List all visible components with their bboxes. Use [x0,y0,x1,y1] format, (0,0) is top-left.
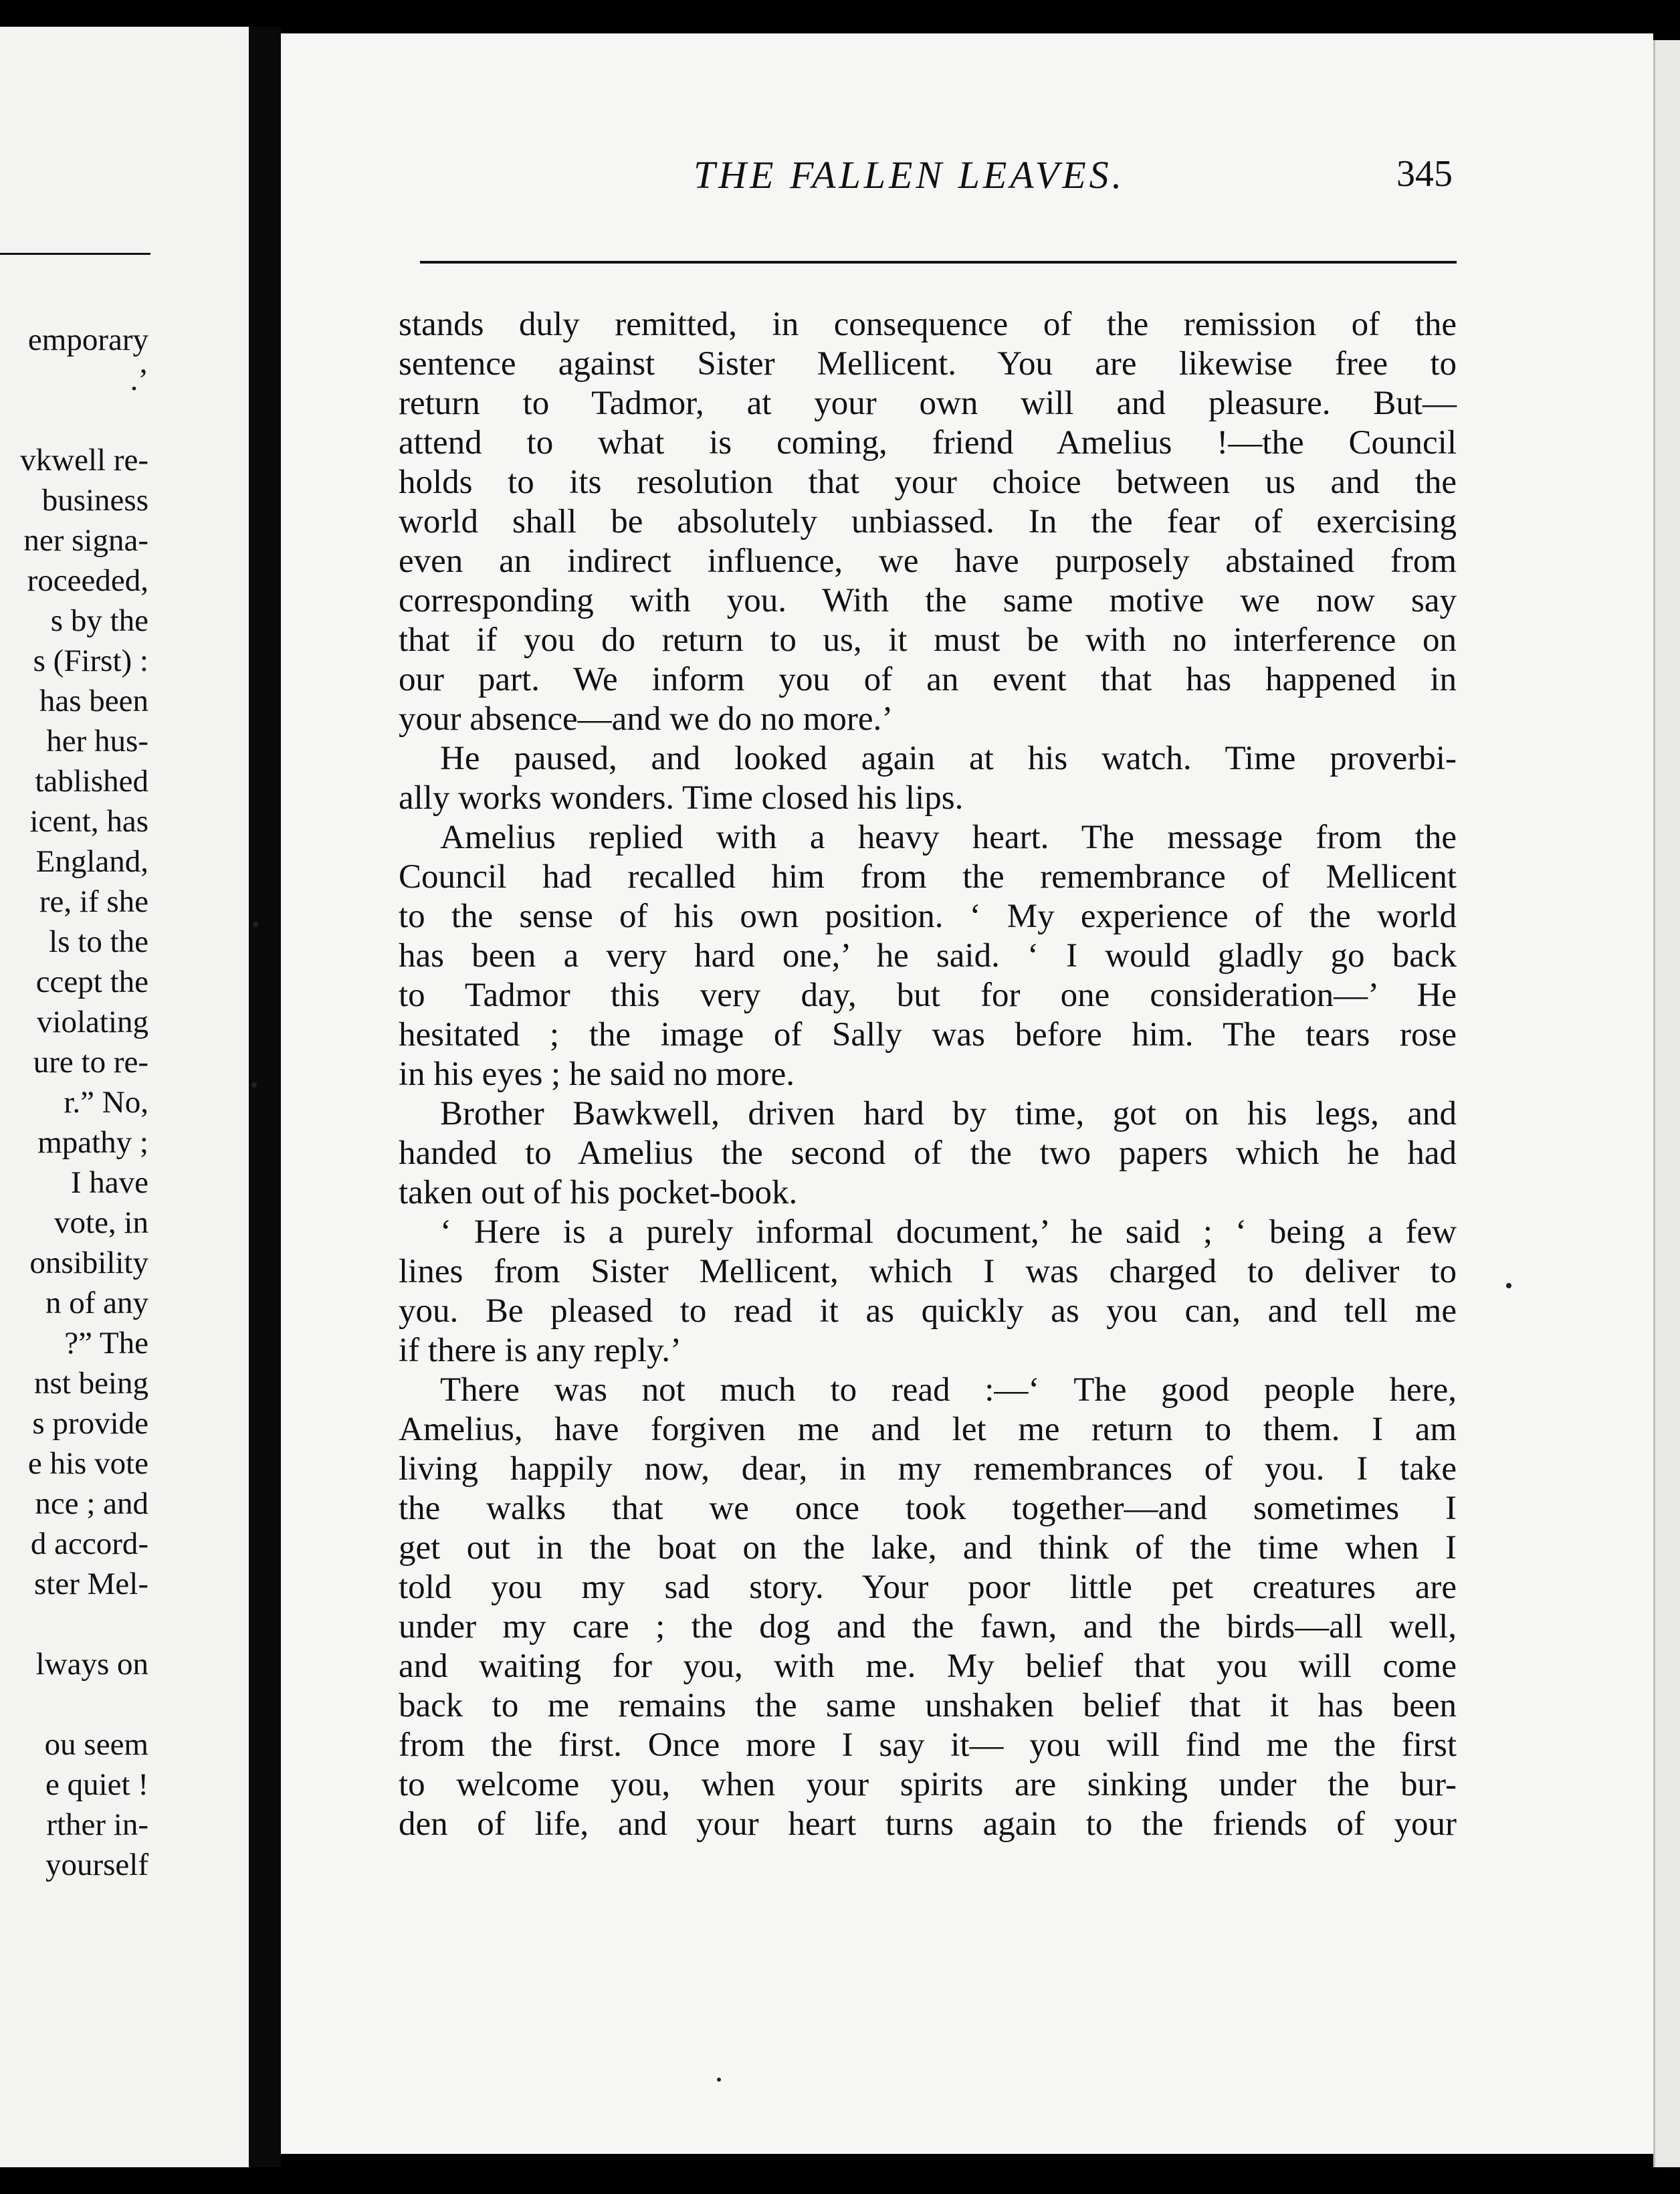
bottom-margin-strip [0,2167,1680,2194]
left-page-line: re, if she [39,884,148,919]
left-page-line: England, [35,844,148,879]
left-page-line: ?” The [64,1326,148,1361]
left-page-line: nst being [33,1366,148,1401]
text-line: handed to Amelius the second of the two papers which he had [399,1134,1457,1172]
running-title: THE FALLEN LEAVES. [694,153,1126,197]
text-line: back to me remains the same unshaken belief that it has been [399,1687,1457,1724]
text-line: to welcome you, when your spirits are sinking under the bur- [399,1766,1457,1803]
text-line: lines from Sister Mellicent, which I was charged to deliver to [399,1253,1457,1290]
left-page-line: her hus- [46,724,148,759]
left-page-line: lways on [35,1647,148,1682]
text-line: has been a very hard one,’ he said. ‘ I would gladly go back [399,937,1457,975]
text-line: ‘ Here is a purely informal document,’ he said ; ‘ being a few [440,1213,1457,1251]
left-page-line: nce ; and [35,1486,148,1521]
text-line: our part. We inform you of an event that has happened in [399,661,1457,698]
left-page-line: icent, has [29,804,148,839]
text-line: Amelius replied with a heavy heart. The message from the [440,819,1457,856]
text-line: ally works wonders. Time closed his lips. [399,779,964,817]
left-page-line: vkwell re- [20,443,148,478]
left-page-text [0,320,148,1885]
text-line: Amelius, have forgiven me and let me return to them. I am [399,1411,1457,1448]
left-page-line [0,1604,148,1644]
text-line: the walks that we once took together—and sometimes I [399,1490,1457,1527]
binding-mark [253,922,258,927]
page-edge [1653,40,1680,2167]
text-line: taken out of his pocket-book. [399,1174,798,1211]
text-line: under my care ; the dog and the fawn, and the birds—all well, [399,1608,1457,1646]
left-page-line: vote, in [54,1205,148,1240]
text-line: told you my sad story. Your poor little pet creatures are [399,1569,1457,1606]
text-line: sentence against Sister Mellicent. You are likewise free to [399,345,1457,383]
text-line: and waiting for you, with me. My belief that you will come [399,1648,1457,1685]
left-page-header-rule [0,253,150,255]
left-page-line: emporary [27,322,148,357]
left-page-line: violating [36,1005,148,1039]
left-page [0,27,249,2167]
header-rule [420,261,1457,264]
left-page-line: I have [70,1165,148,1200]
left-page-line: s by the [50,603,148,638]
left-page-line: mpathy ; [37,1125,148,1160]
text-line: in his eyes ; he said no more. [399,1056,795,1093]
text-line: Brother Bawkwell, driven hard by time, got on his legs, and [440,1095,1457,1132]
paragraph [399,1371,1457,1844]
left-page-line: onsibility [29,1245,148,1280]
left-page-line: s provide [32,1406,148,1441]
text-line: hesitated ; the image of Sally was before him. The tears rose [399,1016,1457,1054]
text-line: that if you do return to us, it must be with no interference on [399,621,1457,659]
left-page-line: n of any [45,1286,148,1320]
left-page-line [0,400,148,440]
binding-mark [251,1082,257,1088]
text-line: even an indirect influence, we have purposely abstained from [399,542,1457,580]
left-page-line: ner signa- [23,523,148,558]
text-line: Council had recalled him from the remembrance of Mellicent [399,858,1457,896]
ink-speck [717,2078,721,2082]
paragraph [399,305,1457,739]
left-page-line: ure to re- [33,1045,148,1080]
left-page-line: d accord- [30,1526,148,1561]
text-line: den of life, and your heart turns again to the friends of your [399,1805,1457,1843]
text-line: to Tadmor this very day, but for one consideration—’ He [399,977,1457,1014]
book-gutter [249,27,281,2167]
left-page-line: e quiet ! [45,1767,148,1802]
text-line: your absence—and we do no more.’ [399,700,894,738]
text-line: get out in the boat on the lake, and think of the time when I [399,1529,1457,1567]
text-line: world shall be absolutely unbiassed. In the fear of exercising [399,503,1457,540]
running-head [409,153,1453,206]
text-line: you. Be pleased to read it as quickly as you can, and tell me [399,1292,1457,1330]
left-page-line: ou seem [44,1727,148,1762]
paragraph [399,1094,1457,1213]
left-page-line: e his vote [27,1446,148,1481]
left-page-line [0,1684,148,1724]
left-page-line: rther in- [46,1807,148,1842]
text-line: from the first. Once more I say it— you will find me the first [399,1726,1457,1764]
paragraph [399,739,1457,818]
left-page-line: tablished [35,764,148,799]
page-number: 345 [1396,153,1453,195]
text-line: attend to what is coming, friend Amelius !—the Council [399,424,1457,462]
paragraph [399,1213,1457,1371]
text-line: living happily now, dear, in my remembrances of you. I take [399,1450,1457,1488]
left-page-line: ls to the [49,924,148,959]
left-page-line: roceeded, [27,563,148,598]
text-line: return to Tadmor, at your own will and pleasure. But— [399,385,1457,422]
text-line: He paused, and looked again at his watch. Time proverbi- [440,740,1457,777]
left-page-line: business [41,483,148,518]
text-line: to the sense of his own position. ‘ My experience of the world [399,898,1457,935]
text-line: There was not much to read :—‘ The good people here, [440,1371,1457,1409]
body-text [399,305,1457,1844]
left-page-line: yourself [45,1848,148,1882]
text-line: if there is any reply.’ [399,1332,681,1369]
left-page-line: r.” No, [64,1085,148,1120]
left-page-line: ster Mel- [34,1567,148,1601]
left-page-line: .’ [130,363,148,397]
paragraph [399,818,1457,1094]
left-page-line: has been [39,684,148,718]
text-line: holds to its resolution that your choice between us and the [399,464,1457,501]
left-page-line: s (First) : [33,643,148,678]
left-page-line: ccept the [35,965,148,999]
text-line: stands duly remitted, in consequence of the remission of the [399,306,1457,343]
text-line: corresponding with you. With the same motive we now say [399,582,1457,619]
ink-speck [1506,1283,1511,1288]
